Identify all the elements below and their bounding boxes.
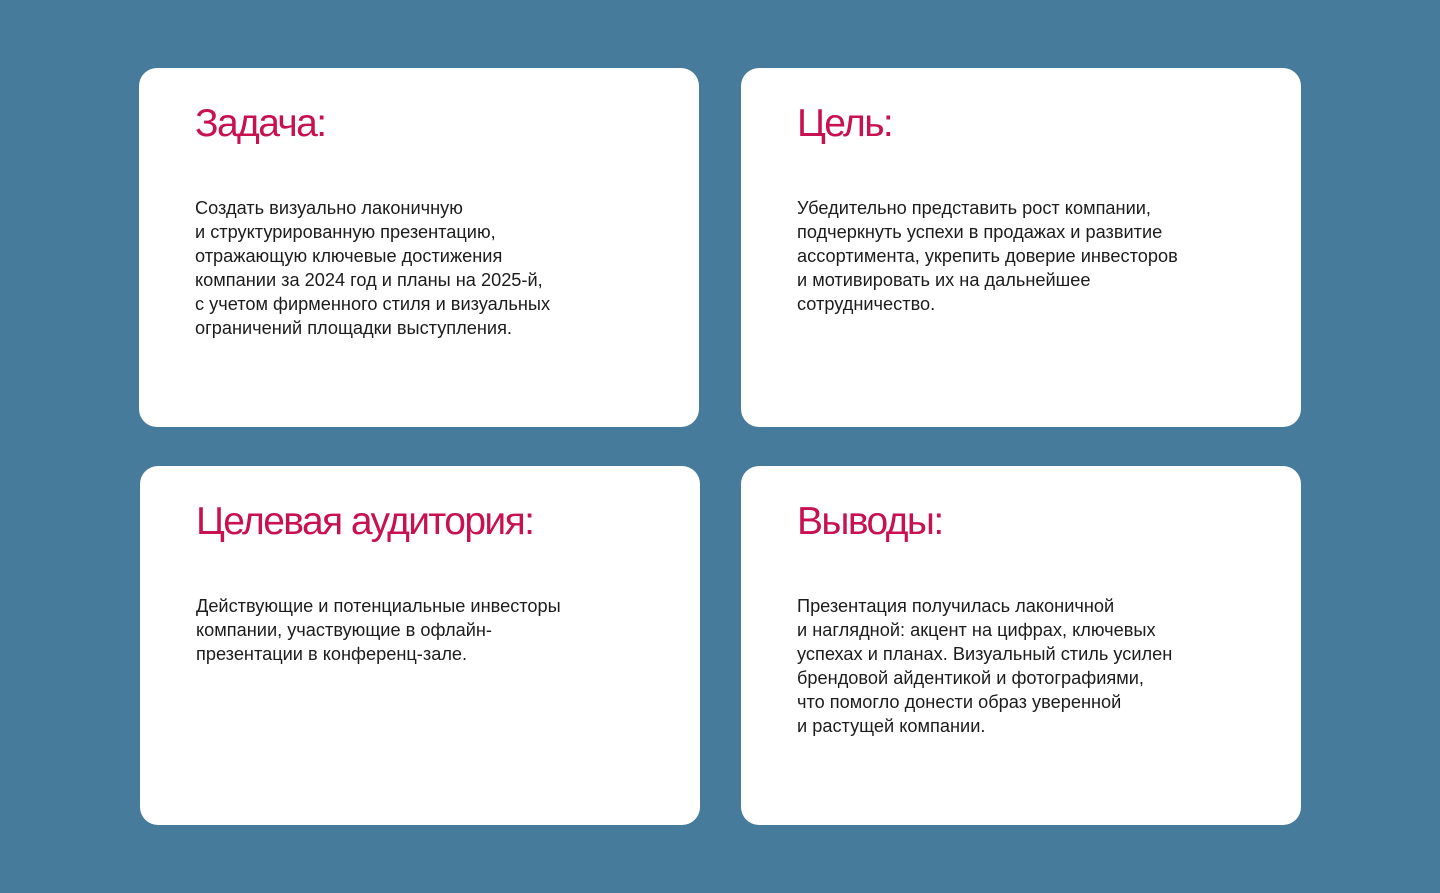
- conclusions-title: Выводы:: [797, 500, 943, 543]
- task-text: Создать визуально лаконичную и структурированную презентацию, отражающую ключевые достижения компании за 2024 год и планы на 2025-й, с учетом фирменного стиля и визуальных ограничений площадки выступления.: [195, 198, 551, 338]
- task-title: Задача:: [195, 102, 326, 145]
- conclusions-card: [741, 466, 1301, 825]
- goal-text: Убедительно представить рост компании, подчеркнуть успехи в продажах и развитие ассортимента, укрепить доверие инвесторов и мотивировать их на дальнейшее сотрудничество.: [797, 198, 1178, 314]
- goal-card: [741, 68, 1301, 427]
- goal-title: Цель:: [797, 102, 893, 145]
- audience-card: [140, 466, 700, 825]
- conclusions-text: Презентация получилась лаконичной и наглядной: акцент на цифрах, ключевых успехах и планах. Визуальный стиль усилен брендовой айдентикой и фотографиями, что помогло донести образ уверенной и растущей компании.: [797, 596, 1173, 736]
- task-card: [139, 68, 699, 427]
- audience-text: Действующие и потенциальные инвесторы компании, участвующие в офлайн- презентации в конференц-зале.: [196, 596, 561, 664]
- audience-title: Целевая аудитория:: [196, 500, 534, 543]
